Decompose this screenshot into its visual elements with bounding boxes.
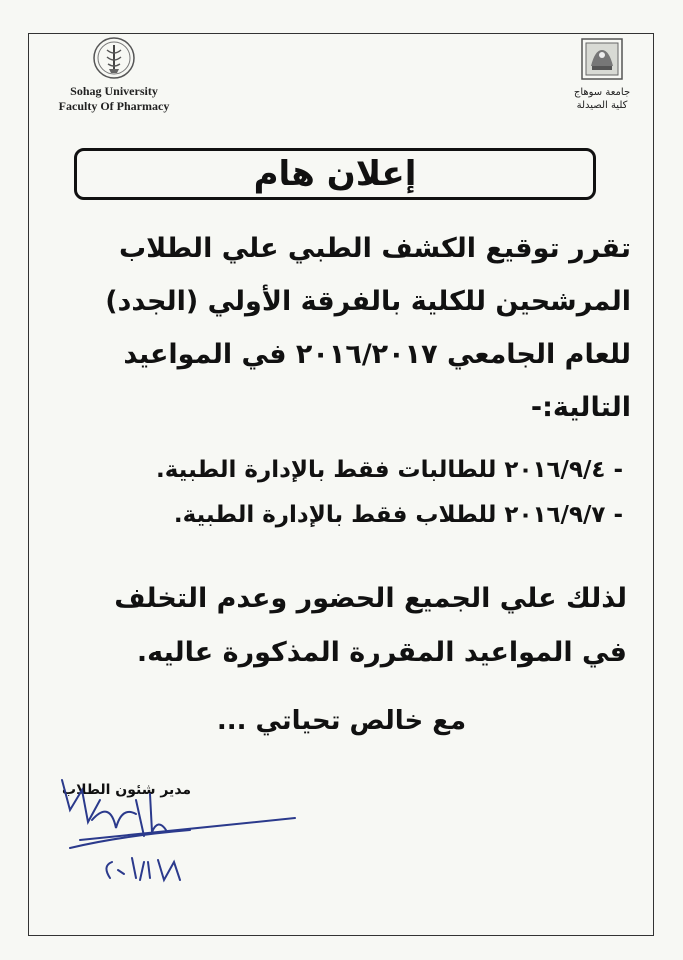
- university-name-ar: جامعة سوهاج: [573, 87, 631, 98]
- announcement-body: [51, 222, 631, 434]
- header-arabic: [560, 36, 644, 112]
- closing-line: في المواعيد المقررة المذكورة عاليه.: [136, 637, 627, 668]
- university-name-en: Sohag University: [70, 84, 158, 98]
- announcement-title: إعلان هام: [253, 154, 417, 194]
- announcement-title-box: [74, 148, 596, 200]
- body-line: التالية:-: [530, 392, 631, 423]
- body-line: المرشحين للكلية بالفرقة الأولي (الجدد): [105, 286, 631, 317]
- faculty-name-en: Faculty Of Pharmacy: [58, 99, 170, 113]
- schedule-item: - ٢٠١٦/٩/٧ للطلاب فقط بالإدارة الطبية.: [173, 502, 623, 528]
- schedule-list: [53, 448, 623, 538]
- schedule-item: - ٢٠١٦/٩/٤ للطالبات فقط بالإدارة الطبية.: [156, 457, 623, 483]
- signatory-title: مدير شئون الطلاب: [62, 782, 192, 798]
- faculty-name-ar: كلية الصيدلة: [576, 100, 628, 111]
- body-line: للعام الجامعي ٢٠١٦/٢٠١٧ في المواعيد: [123, 339, 631, 370]
- regards-line: مع خالص تحياتي ...: [216, 706, 467, 736]
- header-english: [44, 36, 184, 114]
- closing-line: لذلك علي الجميع الحضور وعدم التخلف: [114, 583, 627, 614]
- handwritten-signature: [40, 770, 300, 900]
- pharmacy-emblem-icon: [92, 36, 136, 80]
- university-seal-icon: [579, 36, 625, 82]
- closing-paragraph: [47, 572, 627, 680]
- body-line: تقرر توقيع الكشف الطبي علي الطلاب: [119, 233, 631, 264]
